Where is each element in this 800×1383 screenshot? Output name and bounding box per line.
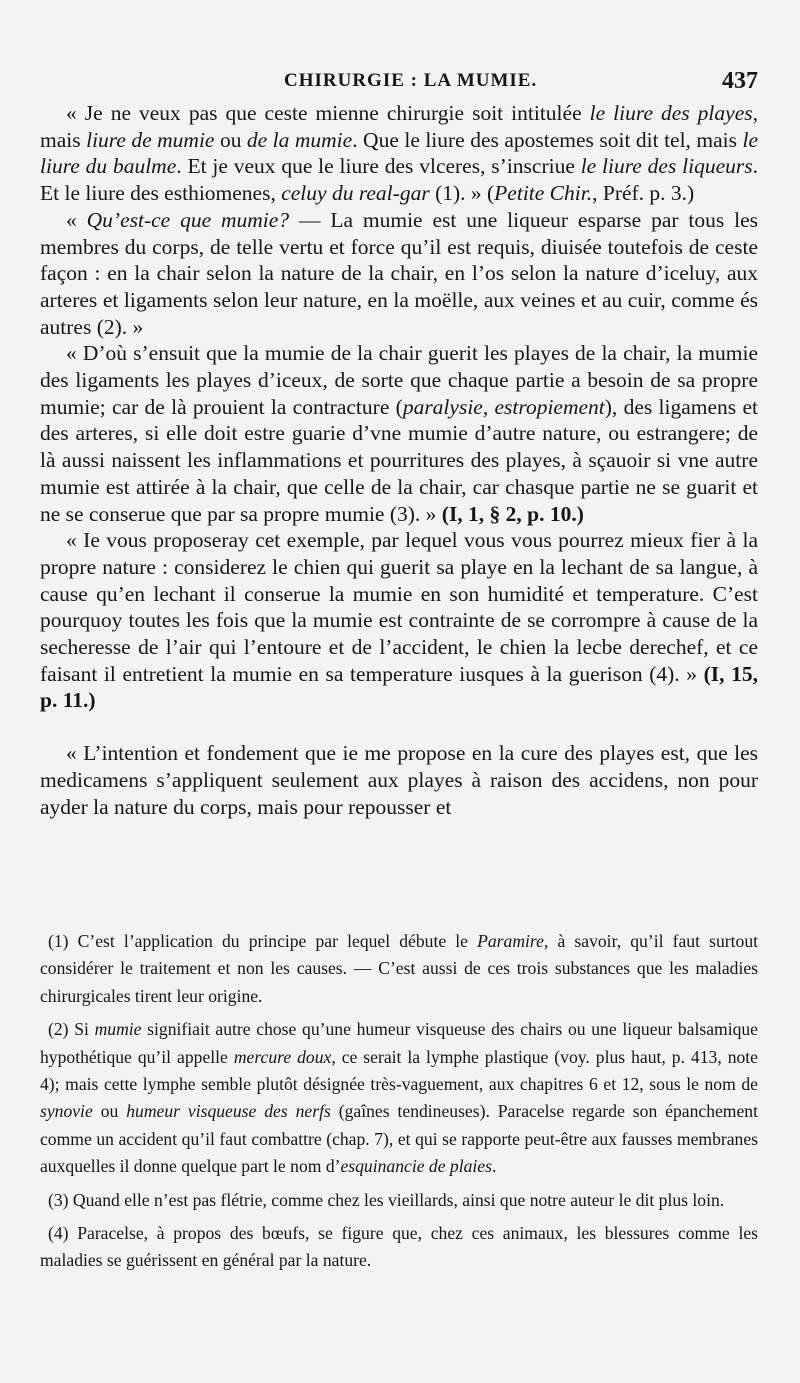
text-run: . xyxy=(491,1156,497,1177)
bold-reference: (I, 15, p. 11.) xyxy=(40,661,758,713)
text-run: . Et le liure des esthiomenes, xyxy=(40,154,758,206)
paragraph xyxy=(40,527,758,714)
text-run: « xyxy=(66,207,87,232)
italic-text: Petite Chir. xyxy=(494,181,593,206)
italic-text: Qu’est-ce que mumie? xyxy=(86,207,290,232)
italic-text: synovie xyxy=(40,1101,93,1122)
text-run: « Je ne veux pas que ceste mienne chirurgie soit intitulée xyxy=(66,101,590,125)
page-number: 437 xyxy=(722,68,758,94)
text-run: (1) C’est l’application du principe par lequel débute le xyxy=(48,931,478,951)
text-run: , mais xyxy=(40,101,758,152)
text-run: . Que le liure des apostemes soit dit tel, mais xyxy=(352,127,743,152)
page-header xyxy=(40,68,758,102)
italic-text: liure de mumie xyxy=(86,127,215,152)
italic-text: Paramire xyxy=(477,931,544,951)
paragraph xyxy=(40,740,758,820)
text-run: , Préf. p. 3.) xyxy=(592,181,695,206)
text-run: , à savoir, qu’il faut surtout considérer le traitement et non les causes. — C’est aussi de ces trois substances que les maladies chirurgicales tirent leur origine. xyxy=(40,931,758,1006)
text-run: (2) Si xyxy=(48,1019,95,1040)
paragraph xyxy=(40,340,758,527)
footnotes xyxy=(40,928,758,1275)
italic-text: humeur visqueuse des nerfs xyxy=(126,1101,331,1122)
paragraph xyxy=(40,100,758,207)
text-run: « Ie vous proposeray cet exemple, par lequel vous vous pourrez mieux fier à la propre nature : considerez le chien qui guerit sa playe en la lechant de sa langue, à cause qu’en lechant il conserue la mumie en son humidité et temperature. C’est pourquoy toutes les fois que la mumie est contrainte de se corrompre à cause de la secheresse de l’air qui l’entoure et de l’accident, le chien la lecbe derechef, et ce faisant il entretient la mumie en sa temperature iusques à la guerison (4). » xyxy=(40,528,758,686)
italic-text: mumie xyxy=(94,1019,142,1040)
footnote xyxy=(40,928,758,1010)
text-run: (1). » ( xyxy=(429,181,495,206)
text-run: (gaînes tendineuses). Paracelse regarde son épanchement comme un accident qu’il faut combattre (chap. 7), et qui se rapporte peut-être aux fausses membranes auxquelles il donne quelque part le nom d’ xyxy=(40,1101,758,1177)
footnote xyxy=(40,1220,758,1275)
footnote xyxy=(40,1016,758,1180)
footnote xyxy=(40,1187,758,1214)
text-run: signifiait autre chose qu’une humeur visqueuse des chairs ou une liqueur balsamique hypothétique qu’il appelle xyxy=(40,1019,758,1067)
italic-text: de la mumie xyxy=(246,127,353,152)
text-run: « L’intention et fondement que ie me propose en la cure des playes est, que les medicamens s’appliquent seulement aux playes à raison des accidens, non pour ayder la nature du corps, mais pour repousser et xyxy=(40,741,758,819)
paragraph xyxy=(40,207,758,341)
text-run: , ce serait la lymphe plastique (voy. plus haut, p. 413, note 4); mais cette lymphe semble plutôt désignée très-vaguement, aux chapitres 6 et 12, sous le nom de xyxy=(40,1046,758,1095)
italic-text: paralysie, estropiement xyxy=(402,394,605,419)
text-run: « D’où s’ensuit que la mumie de la chair guerit les playes de la chair, la mumie des ligaments les playes d’iceux, de sorte que chaque partie a besoin de sa propre mumie; car de là prouient la contracture ( xyxy=(40,341,758,419)
body-text xyxy=(40,100,758,820)
italic-text: esquinancie de plaies xyxy=(340,1156,492,1177)
text-run: ou xyxy=(92,1101,127,1122)
text-run: . Et je veux que le liure des vlceres, s’inscriue xyxy=(176,154,581,179)
running-head: CHIRURGIE : LA MUMIE. xyxy=(284,70,538,91)
text-run: (3) Quand elle n’est pas flétrie, comme chez les vieillards, ainsi que notre auteur le dit plus loin. xyxy=(48,1189,725,1210)
italic-text: mercure doux xyxy=(233,1046,332,1067)
text-run: (4) Paracelse, à propos des bœufs, se figure que, chez ces animaux, les blessures comme les maladies se guérissent en général par la nature. xyxy=(40,1223,758,1271)
text-run: ou xyxy=(214,127,247,152)
bold-reference: (I, 1, § 2, p. 10.) xyxy=(441,501,584,526)
text-run: — La mumie est une liqueur esparse par tous les membres du corps, de telle vertu et force qu’il est requis, diuisée toutefois de ceste façon : en la chair selon la nature de la chair, en l’os selon la nature d’iceluy, aux arteres et ligaments selon leur nature, en la moëlle, aux veines et au cuir, comme és autres (2). » xyxy=(40,207,759,339)
italic-text: le liure du baulme xyxy=(40,127,759,179)
italic-text: le liure des playes xyxy=(589,101,753,125)
text-run: ), des ligamens et des arteres, si elle doit estre guarie d’vne mumie d’autre nature, ou estrangere; de là aussi naissent les inflammations et pourritures des playes, à sçauoir si vne autre mumie est attirée à la chair, que celle de la chair, car chasque partie ne se guarit et ne se conserue que par sa propre mumie (3). » xyxy=(40,394,758,526)
italic-text: le liure des liqueurs xyxy=(580,154,753,179)
italic-text: celuy du real-gar xyxy=(281,181,430,206)
